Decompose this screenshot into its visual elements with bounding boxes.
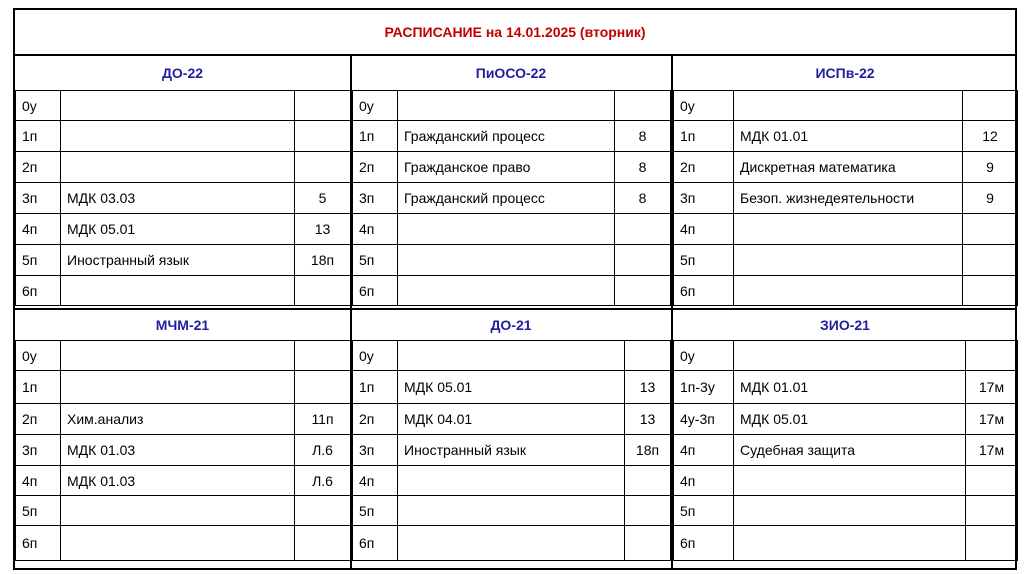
subject-cell (734, 341, 966, 371)
table-row (353, 404, 671, 435)
period-cell: 0у (674, 91, 734, 121)
lesson-table (352, 340, 671, 561)
group-separator (350, 310, 352, 568)
room-cell: 8 (615, 183, 671, 214)
subject-cell: МДК 04.01 (398, 404, 625, 435)
room-cell: 18п (625, 435, 671, 466)
group-separator (350, 56, 352, 308)
period-cell: 2п (16, 152, 61, 183)
period-cell: 4п (16, 466, 61, 496)
table-row (16, 371, 351, 404)
group-name: МЧМ-21 (155, 317, 210, 333)
table-row (674, 435, 1018, 466)
table-row (353, 341, 671, 371)
lesson-table (673, 90, 1018, 306)
table-row (674, 496, 1018, 526)
subject-cell: Гражданский процесс (398, 183, 615, 214)
subject-cell (398, 496, 625, 526)
period-cell: 2п (16, 404, 61, 435)
room-cell: 8 (615, 121, 671, 152)
period-cell: 6п (353, 276, 398, 306)
room-cell (625, 496, 671, 526)
group-name: ДО-22 (161, 65, 204, 81)
room-cell (295, 152, 351, 183)
room-cell (295, 341, 351, 371)
period-cell: 6п (16, 526, 61, 561)
table-row (16, 435, 351, 466)
subject-cell (61, 121, 295, 152)
subject-cell: Иностранный язык (398, 435, 625, 466)
period-cell: 0у (353, 341, 398, 371)
room-cell (963, 214, 1018, 245)
room-cell: 17м (966, 404, 1018, 435)
subject-cell (398, 214, 615, 245)
table-row (16, 404, 351, 435)
period-cell: 5п (353, 245, 398, 276)
subject-cell (398, 91, 615, 121)
subject-cell (734, 245, 963, 276)
table-row (674, 183, 1018, 214)
room-cell (295, 276, 351, 306)
lesson-table (352, 90, 671, 306)
table-row (674, 466, 1018, 496)
table-row (674, 245, 1018, 276)
room-cell: 11п (295, 404, 351, 435)
period-cell: 3п (353, 183, 398, 214)
period-cell: 6п (674, 276, 734, 306)
subject-cell (61, 526, 295, 561)
table-row (674, 341, 1018, 371)
lesson-table (673, 340, 1018, 561)
room-cell (615, 91, 671, 121)
period-cell: 3п (353, 435, 398, 466)
table-row (674, 91, 1018, 121)
table-row (16, 183, 351, 214)
table-row (674, 371, 1018, 404)
table-row (353, 371, 671, 404)
period-cell: 4п (674, 214, 734, 245)
period-cell: 6п (353, 526, 398, 561)
subject-cell: Гражданское право (398, 152, 615, 183)
subject-cell: МДК 05.01 (398, 371, 625, 404)
room-cell: 9 (963, 183, 1018, 214)
subject-cell: Дискретная математика (734, 152, 963, 183)
room-cell (966, 466, 1018, 496)
period-cell: 5п (674, 496, 734, 526)
table-row (16, 152, 351, 183)
room-cell (963, 245, 1018, 276)
subject-cell (61, 496, 295, 526)
room-cell: 13 (625, 371, 671, 404)
table-row (16, 496, 351, 526)
table-row (353, 121, 671, 152)
subject-cell: Судебная защита (734, 435, 966, 466)
schedule-title: РАСПИСАНИЕ на 14.01.2025 (вторник) (384, 24, 646, 40)
room-cell (295, 91, 351, 121)
period-cell: 4у-3п (674, 404, 734, 435)
table-row (353, 245, 671, 276)
period-cell: 0у (674, 341, 734, 371)
subject-cell: Хим.анализ (61, 404, 295, 435)
table-row (16, 121, 351, 152)
subject-cell: МДК 03.03 (61, 183, 295, 214)
subject-cell: Гражданский процесс (398, 121, 615, 152)
subject-cell (61, 152, 295, 183)
room-cell (615, 214, 671, 245)
period-cell: 2п (674, 152, 734, 183)
table-row (16, 341, 351, 371)
period-cell: 0у (353, 91, 398, 121)
period-cell: 1п (16, 371, 61, 404)
subject-cell: МДК 01.03 (61, 435, 295, 466)
subject-cell (398, 245, 615, 276)
table-row (353, 276, 671, 306)
period-cell: 3п (16, 435, 61, 466)
room-cell (963, 91, 1018, 121)
table-row (674, 121, 1018, 152)
room-cell (295, 496, 351, 526)
period-cell: 2п (353, 404, 398, 435)
subject-cell: МДК 05.01 (61, 214, 295, 245)
group-separator (671, 310, 673, 568)
subject-cell: Иностранный язык (61, 245, 295, 276)
subject-cell: МДК 01.01 (734, 371, 966, 404)
table-row (674, 276, 1018, 306)
subject-cell (734, 466, 966, 496)
room-cell (966, 526, 1018, 561)
table-row (16, 91, 351, 121)
table-row (674, 214, 1018, 245)
table-row (353, 496, 671, 526)
room-cell (295, 121, 351, 152)
table-row (353, 183, 671, 214)
table-row (674, 152, 1018, 183)
period-cell: 3п (16, 183, 61, 214)
subject-cell (61, 91, 295, 121)
room-cell (625, 341, 671, 371)
period-cell: 3п (674, 183, 734, 214)
period-cell: 5п (353, 496, 398, 526)
room-cell (625, 466, 671, 496)
room-cell (615, 276, 671, 306)
table-row (16, 245, 351, 276)
table-row (353, 466, 671, 496)
subject-cell: МДК 05.01 (734, 404, 966, 435)
table-row (353, 214, 671, 245)
period-cell: 5п (16, 245, 61, 276)
room-cell: 13 (295, 214, 351, 245)
subject-cell: Безоп. жизнедеятельности (734, 183, 963, 214)
room-cell: Л.6 (295, 435, 351, 466)
period-cell: 0у (16, 341, 61, 371)
group-name: ЗИО-21 (820, 317, 870, 333)
table-row (353, 435, 671, 466)
room-cell (295, 371, 351, 404)
subject-cell (734, 526, 966, 561)
period-cell: 1п (16, 121, 61, 152)
lesson-table (15, 90, 351, 306)
table-row (674, 526, 1018, 561)
room-cell (963, 276, 1018, 306)
subject-cell (398, 526, 625, 561)
lesson-table (15, 340, 351, 561)
subject-cell (398, 466, 625, 496)
period-cell: 2п (353, 152, 398, 183)
table-row (674, 404, 1018, 435)
group-name: ИСПв-22 (815, 65, 875, 81)
room-cell: 12 (963, 121, 1018, 152)
room-cell (295, 526, 351, 561)
subject-cell: МДК 01.03 (61, 466, 295, 496)
period-cell: 4п (16, 214, 61, 245)
period-cell: 5п (674, 245, 734, 276)
table-row (16, 526, 351, 561)
room-cell: 9 (963, 152, 1018, 183)
subject-cell (61, 371, 295, 404)
room-cell: 13 (625, 404, 671, 435)
table-row (16, 276, 351, 306)
table-row (353, 152, 671, 183)
room-cell: 18п (295, 245, 351, 276)
subject-cell (398, 276, 615, 306)
room-cell (615, 245, 671, 276)
room-cell: 8 (615, 152, 671, 183)
group-name: ДО-21 (490, 317, 532, 333)
period-cell: 6п (16, 276, 61, 306)
room-cell: 17м (966, 435, 1018, 466)
room-cell (966, 496, 1018, 526)
room-cell: 5 (295, 183, 351, 214)
subject-cell (734, 214, 963, 245)
period-cell: 1п (353, 371, 398, 404)
subject-cell (61, 341, 295, 371)
table-row (16, 214, 351, 245)
room-cell: Л.6 (295, 466, 351, 496)
period-cell: 1п (674, 121, 734, 152)
subject-cell: МДК 01.01 (734, 121, 963, 152)
period-cell: 6п (674, 526, 734, 561)
period-cell: 4п (353, 214, 398, 245)
subject-cell (61, 276, 295, 306)
group-separator (671, 56, 673, 308)
subject-cell (734, 91, 963, 121)
period-cell: 5п (16, 496, 61, 526)
subject-cell (398, 341, 625, 371)
room-cell: 17м (966, 371, 1018, 404)
room-cell (966, 341, 1018, 371)
group-name: ПиОСО-22 (475, 65, 547, 81)
subject-cell (734, 276, 963, 306)
period-cell: 4п (353, 466, 398, 496)
period-cell: 4п (674, 435, 734, 466)
period-cell: 1п-3у (674, 371, 734, 404)
period-cell: 1п (353, 121, 398, 152)
table-row (353, 526, 671, 561)
period-cell: 4п (674, 466, 734, 496)
subject-cell (734, 496, 966, 526)
room-cell (625, 526, 671, 561)
table-row (353, 91, 671, 121)
period-cell: 0у (16, 91, 61, 121)
table-row (16, 466, 351, 496)
